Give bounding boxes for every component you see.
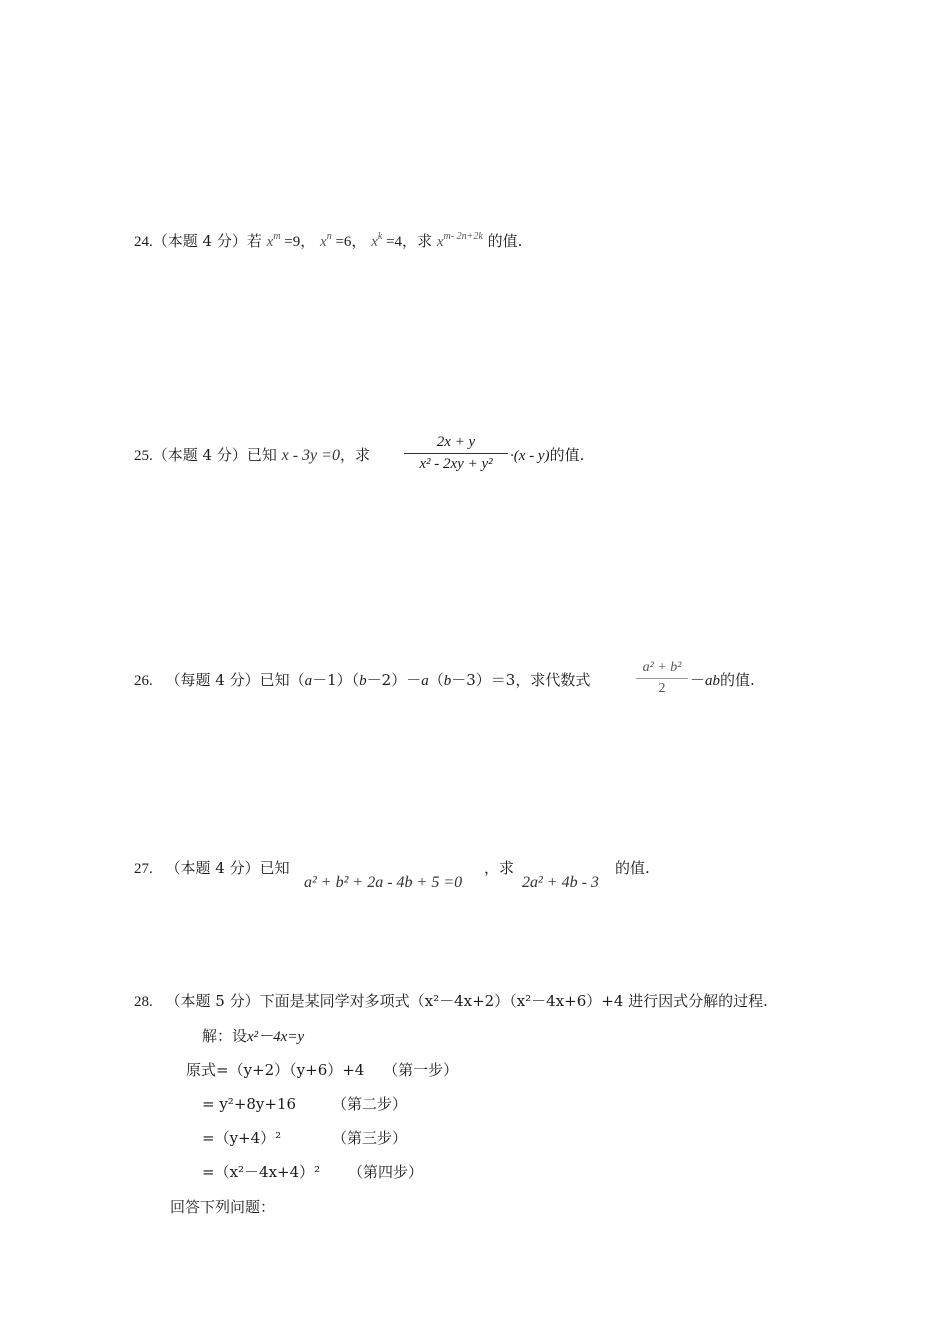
q28-prompt-text: 回答下列问题：	[170, 1198, 276, 1216]
q27-target-line	[522, 872, 599, 893]
q27-tag: （本题 4 分）已知	[165, 859, 290, 877]
q25-ask: ，求	[339, 446, 370, 464]
q25-denominator: x² - 2xy + y²	[419, 456, 493, 472]
q27-ask: ，求	[484, 859, 515, 877]
q27-target: 2a² + 4b - 3	[522, 874, 599, 891]
q24-x3: x	[371, 234, 378, 250]
q24-x4: x	[436, 234, 444, 250]
q24-number: 24.	[134, 234, 153, 250]
q28-step2-note: （第二步）	[332, 1095, 408, 1113]
q24-e3: k	[377, 231, 383, 242]
q25-number: 25.	[134, 448, 153, 464]
q27-ask-line	[484, 858, 514, 878]
q28-step-2	[202, 1094, 296, 1114]
q26-b2: b	[443, 673, 452, 689]
q24-e4: m- 2n+2k	[443, 231, 483, 242]
q24-if: 若	[246, 232, 262, 250]
question-28	[134, 991, 768, 1012]
q24-ask: 求	[417, 232, 433, 250]
q25-fraction-bar	[404, 453, 508, 454]
question-25	[134, 445, 370, 466]
q27-tail: 的值.	[615, 859, 650, 877]
q26-number: 26.	[134, 673, 153, 689]
q25-factor: ·(x - y)	[510, 448, 550, 464]
q25-tail: 的值.	[549, 446, 585, 464]
question-24	[134, 227, 522, 252]
question-26	[134, 670, 590, 691]
q27-number: 27.	[134, 861, 153, 877]
q28-step-3-note-line	[332, 1128, 407, 1148]
q26-mid2: －2）－	[366, 671, 422, 689]
q25-numerator: 2x + y	[436, 434, 476, 450]
q28-sol-label: 解：设	[202, 1027, 248, 1045]
q28-solution	[202, 1026, 304, 1047]
q24-tag: （本题 4 分）	[152, 232, 247, 250]
q26-fraction-bar	[636, 678, 688, 679]
question-27	[134, 858, 290, 879]
q25-given: x - 3y =0	[281, 447, 340, 464]
q25-fraction	[404, 434, 508, 473]
q28-step-1	[186, 1060, 458, 1080]
q26-fraction	[636, 660, 688, 697]
q28-step-4	[202, 1162, 320, 1182]
q24-eq1: =9，	[280, 234, 316, 250]
q27-given: a² + b² + 2a - 4b + 5 =0	[304, 874, 463, 891]
q26-numerator: a² + b²	[642, 660, 682, 675]
q26-tag: （每题 4 分）已知（	[165, 671, 305, 689]
q25-tag: （本题 4 分）已知	[152, 446, 277, 464]
q28-step3-expr: =（y+4）²	[202, 1129, 282, 1147]
q24-e2: n	[326, 231, 332, 242]
q24-tail: 的值.	[487, 232, 523, 250]
q26-b1: b	[359, 673, 367, 689]
q28-step1-note: （第一步）	[383, 1061, 459, 1079]
q26-tail-line	[690, 670, 755, 691]
q28-step4-expr: =（x²－4x+4）²	[202, 1163, 321, 1181]
q28-step4-note: （第四步）	[348, 1163, 424, 1181]
q24-eq3: =4，	[382, 234, 418, 250]
q28-step3-note: （第三步）	[332, 1129, 408, 1147]
q25-tail-line	[510, 445, 584, 466]
q24-e1: m	[273, 231, 281, 242]
q24-x1: x	[266, 234, 274, 250]
q28-step-3	[202, 1128, 281, 1148]
q26-denominator: 2	[658, 681, 666, 696]
q28-sol-sub: x²－4x=y	[247, 1029, 305, 1045]
q24-x2: x	[320, 234, 327, 250]
q28-prompt	[170, 1197, 275, 1217]
q28-number: 28.	[134, 994, 153, 1010]
q28-intro: （本题 5 分）下面是某同学对多项式（x²－4x+2）（x²－4x+6）+4 进行因式分解的过程.	[165, 992, 768, 1010]
q26-ab: ab	[705, 673, 721, 689]
q26-minus: －	[690, 671, 706, 689]
q24-eq2: =6，	[331, 234, 367, 250]
q26-tail: 的值.	[720, 671, 755, 689]
q28-step2-expr: = y²+8y+16	[202, 1095, 297, 1113]
q28-step-2-note-line	[332, 1094, 407, 1114]
q26-mid3: （	[428, 671, 444, 689]
q26-mid4: －3）＝3，求代数式	[451, 671, 591, 689]
q26-mid1: －1）（	[312, 671, 360, 689]
q26-a2: a	[421, 673, 429, 689]
q27-tail-line	[615, 858, 650, 878]
q28-step-4-note-line	[348, 1162, 423, 1182]
q26-a1: a	[304, 673, 313, 689]
q28-step1-expr: 原式=（y+2）（y+6）+4	[186, 1061, 365, 1079]
q27-given-line	[304, 872, 462, 893]
